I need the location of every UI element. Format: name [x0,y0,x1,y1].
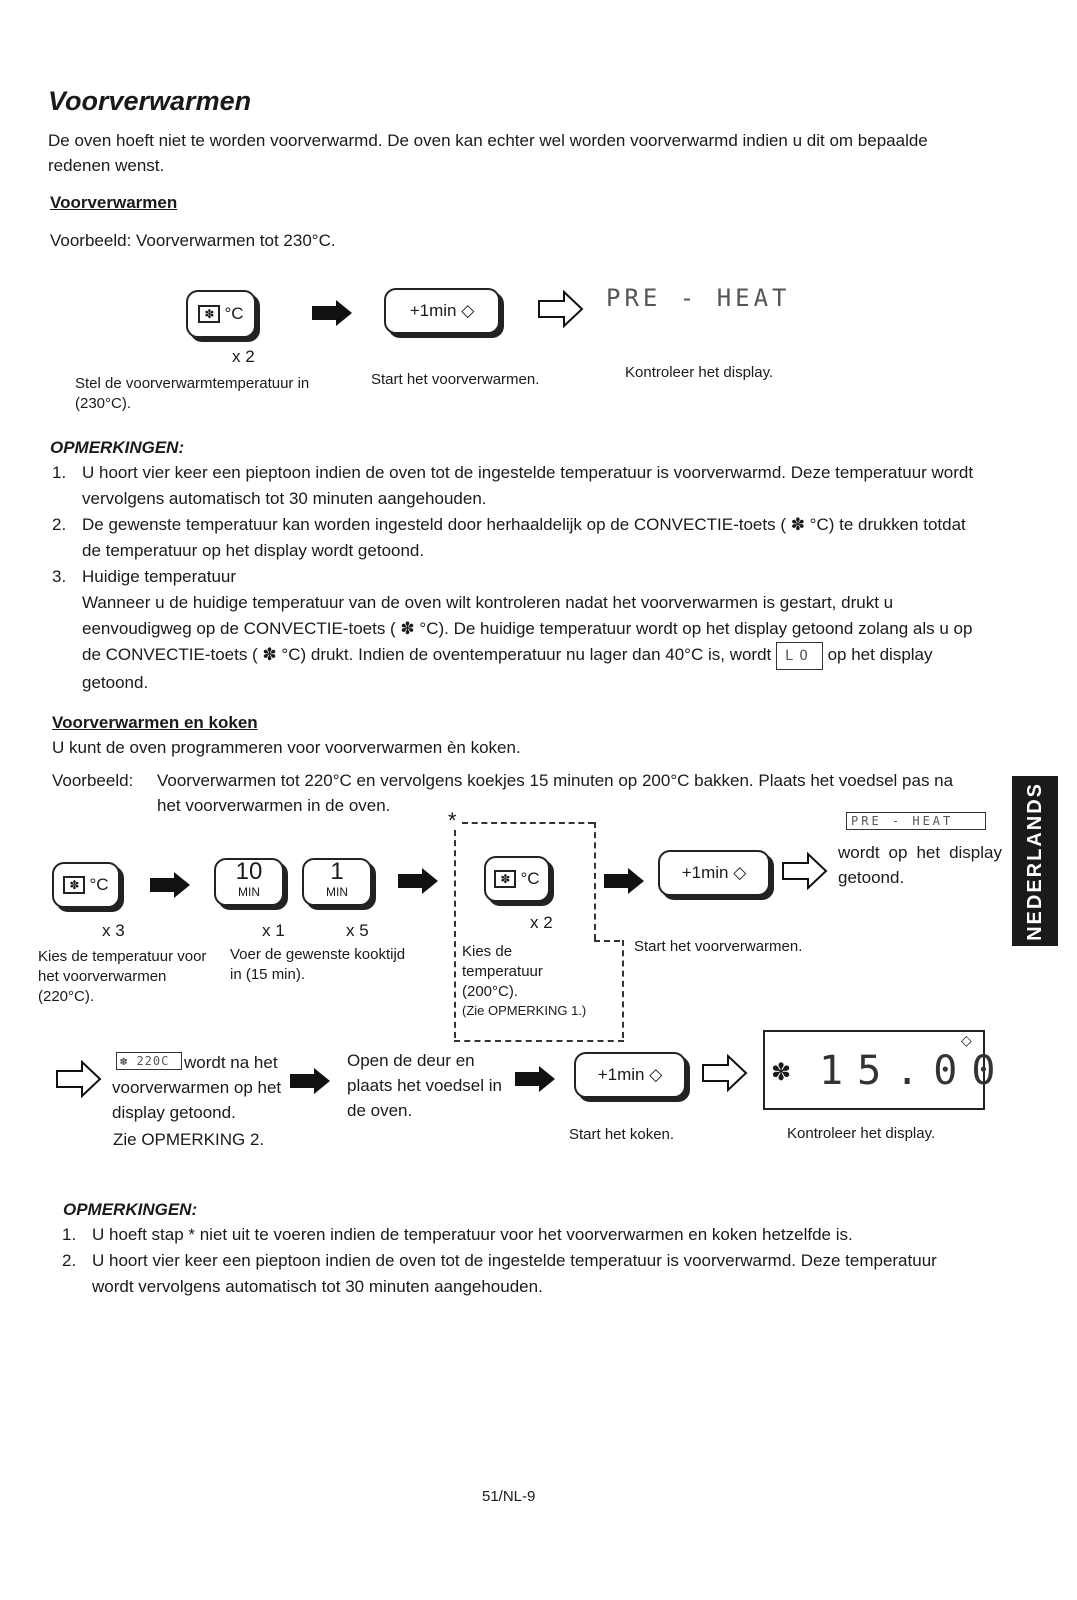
start-key[interactable]: +1min ◇ [574,1052,686,1098]
times-label: x 2 [232,347,255,366]
caption-check-display: Kontroleer het display. [625,364,774,381]
convection-key[interactable] [186,290,256,338]
section1-example: Voorbeeld: Voorverwarmen tot 230°C. [50,231,336,250]
convection-key[interactable]: ✽ °C [52,862,120,908]
times-label: x 1 [262,921,285,940]
hollow-arrow-icon [56,1060,102,1098]
times-label: x 3 [102,921,125,940]
arrow-right-icon [290,1068,330,1094]
list-item: 3. Huidige temperatuur [52,567,237,586]
list-item: 1. U hoeft stap * niet uit te voeren indien de temperatuur voor het voorverwarmen en koken hetzelfde is. [62,1225,853,1244]
start-symbol-icon: ◇ [961,1032,972,1048]
caption-check-display: Kontroleer het display. [787,1125,936,1142]
start-key[interactable]: +1min ◇ [658,850,770,896]
caption-choose-temp2: Kies de temperatuur (200°C). [462,943,543,1000]
list-item-body: Wanneer u de huidige temperatuur van de oven wilt kontroleren nadat het voorverwarmen is gestart, drukt u eenvoudigweg op de CONVECTIE-toets ( ✽ °C). De huidige temperatuur wordt op het display getoond zolang als u op de CONVECTIE-toets ( ✽ °C) drukt. Indien de oventemperatuur nu lager dan 40°C is, wordt LO op het display getoond. [82,593,973,692]
ten-min-key[interactable]: 10 MIN [214,858,284,906]
section2-example-label: Voorbeeld: [52,771,134,790]
arrow-right-icon [312,300,352,326]
page-number: 51/NL-9 [482,1488,536,1505]
arrow-right-icon [398,868,438,894]
caption-cook-time: Voer de gewenste kooktijd in (15 min). [230,946,406,983]
see-note2: Zie OPMERKING 2. [113,1130,265,1149]
time-readout: 15.00 [819,1048,1010,1094]
remarks2-heading: OPMERKINGEN: [63,1200,198,1219]
display-shown-text: wordt op het display getoond. [838,843,1002,887]
times-label: x 5 [346,921,369,940]
remarks2-list [58,1222,983,1300]
preheat-display: PRE - HEAT [606,284,791,312]
dashed-border [454,1040,624,1042]
cooking-display [763,1030,1010,1110]
list-item: 2. De gewenste temperatuur kan worden ingesteld door herhaaldelijk op de CONVECTIE-toets ( ✽ °C) te drukken totdat de temperatuur op het display wordt getoond. [52,515,966,560]
section2-example: Voorverwarmen tot 220°C en vervolgens koekjes 15 minuten op 200°C bakken. Plaats het voedsel pas na het voorverwarmen in de oven. [157,771,954,815]
list-item: 1. U hoort vier keer een pieptoon indien de oven tot de ingestelde temperatuur is voorverwarmd. Deze temperatuur wordt vervolgens automatisch tot 30 minuten aangehouden. [52,463,974,508]
shown-after-preheat: wordt na het voorverwarmen op het display getoond. [112,1053,282,1122]
caption-start-preheat: Start het voorverwarmen. [371,371,540,388]
temp-display-small: ✽ 220C [116,1052,182,1070]
hollow-arrow-icon [538,290,584,328]
section2-heading: Voorverwarmen en koken [52,713,258,732]
remarks1-heading: OPMERKINGEN: [50,438,185,457]
caption-start-cook: Start het koken. [569,1126,675,1143]
fan-icon: ✽ [63,876,85,894]
times-label: x 2 [530,913,553,932]
caption-set-temp: Stel de voorverwarmtemperatuur in (230°C). [75,375,310,412]
list-item: 2. U hoort vier keer een pieptoon indien de oven tot de ingestelde temperatuur is voorverwarmd. Deze temperatuur wordt vervolgens automatisch tot 30 minuten aangehouden. [62,1251,937,1296]
hollow-arrow-icon [782,852,828,890]
preheat-display-small: PRE - HEAT [846,812,986,830]
caption-see-note: (Zie OPMERKING 1.) [462,1003,587,1018]
arrow-right-icon [604,868,644,894]
language-tab: NEDERLANDS [1012,776,1058,946]
open-door-text: Open de deur en plaats het voedsel in de oven. [347,1051,502,1120]
section2-intro: U kunt de oven programmeren voor voorverwarmen èn koken. [52,738,521,757]
hollow-arrow-icon [702,1054,748,1092]
dashed-border [462,822,594,824]
dashed-border [622,940,624,1038]
dashed-border [594,940,620,942]
arrow-right-icon [515,1066,555,1092]
fan-icon: ✽ [771,1059,792,1086]
fan-icon: ✽ [198,305,220,323]
dashed-border [594,822,596,940]
convection-key[interactable]: ✽ °C [484,856,550,902]
lo-display: LO [776,642,823,670]
intro-text: De oven hoeft niet te worden voorverwarmd. De oven kan echter wel worden voorverwarmd indien u dit om bepaalde redenen wenst. [48,131,928,175]
one-min-key[interactable]: 1 MIN [302,858,372,906]
section1-heading: Voorverwarmen [50,193,178,212]
caption-choose-temp: Kies de temperatuur voor het voorverwarmen (220°C). [38,948,207,1005]
page-title: Voorverwarmen [48,86,252,116]
fan-icon: ✽ [494,870,516,888]
caption-start-preheat: Start het voorverwarmen. [634,938,803,955]
dashed-border [454,830,456,1038]
step-star: * [448,808,457,833]
start-key[interactable]: +1min ◇ [384,288,500,334]
arrow-right-icon [150,872,190,898]
convection-key-label: °C [224,304,244,323]
remarks1-list [48,460,978,696]
